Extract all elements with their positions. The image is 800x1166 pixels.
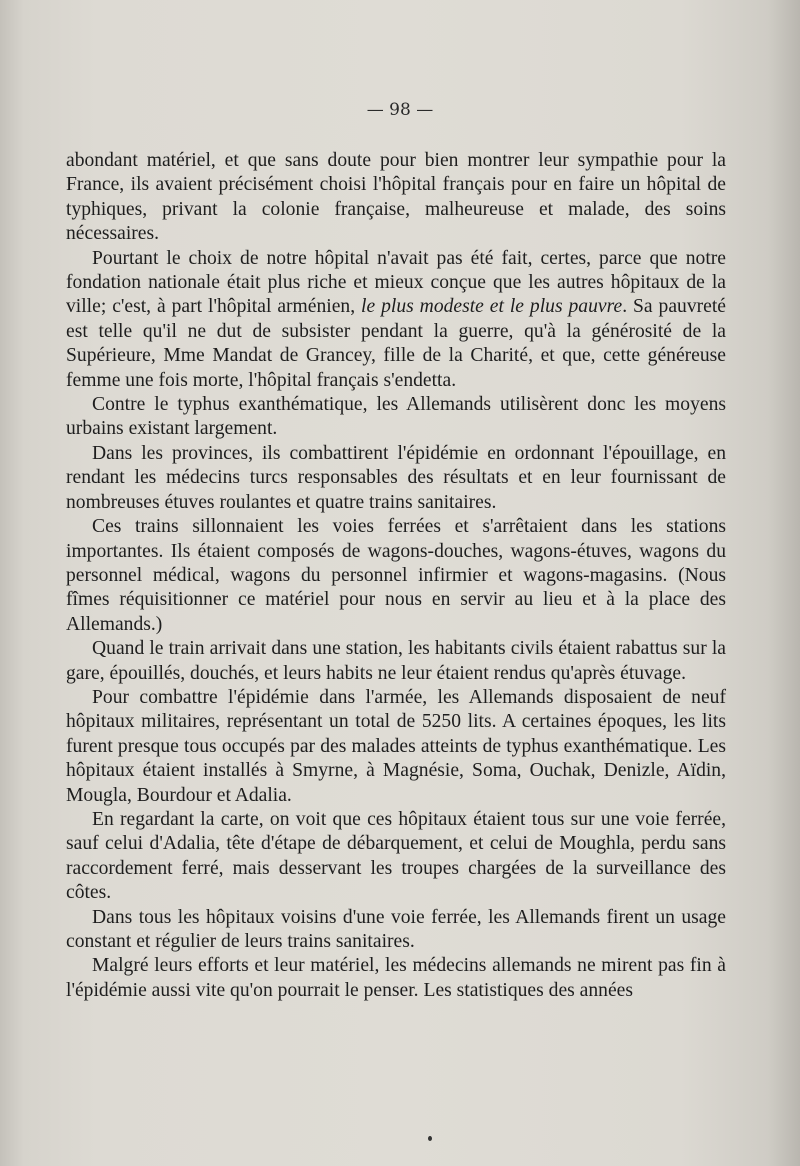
paragraph-9: Dans tous les hôpitaux voisins d'une voie ferrée, les Allemands firent un usage constant et régulier de leurs trains sanitaires.	[66, 906, 726, 952]
ink-speck	[428, 1136, 432, 1141]
body-text	[66, 149, 726, 1003]
paragraph-2-text-end: . Sa pauvreté est telle qu'il ne dut de subsister pendant la guerre, qu'à la générosité de la Supérieure, Mme Mandat de Grancey, fille de la Charité, et que, cette généreuse femme une fois morte, l'hôpital français s'endetta.	[66, 296, 726, 391]
page-number: — 98 —	[366, 100, 434, 120]
paragraph-8: En regardant la carte, on voit que ces hôpitaux étaient tous sur une voie ferrée, sauf celui d'Adalia, tête d'étape de débarquement, et celui de Moughla, perdu sans raccordement ferré, mais desservant les troupes chargées de la surveillance des côtes.	[66, 808, 726, 904]
paragraph-4: Dans les provinces, ils combattirent l'épidémie en ordonnant l'épouillage, en rendant les médecins turcs responsables des résultats et en leur fournissant de nombreuses étuves roulantes et quatre trains sanitaires.	[66, 442, 726, 513]
paragraph-7: Pour combattre l'épidémie dans l'armée, les Allemands disposaient de neuf hôpitaux militaires, représentant un total de 5250 lits. A certaines époques, les lits furent presque tous occupés par des malades atteints de typhus exanthématique. Les hôpitaux étaient installés à Smyrne, à Magnésie, Soma, Ouchak, Denizle, Aïdin, Mougla, Bourdour et Adalia.	[66, 686, 726, 806]
paragraph-2	[66, 247, 726, 393]
paragraph-2-text-start: Pourtant le choix de notre hôpital n'avait pas été fait, certes, parce que notre fondation nationale était plus riche et mieux conçue que les autres hôpitaux de la ville; c'est, à part l'hôpital arménien,	[66, 247, 726, 318]
paragraph-10: Malgré leurs efforts et leur matériel, les médecins allemands ne mirent pas fin à l'épidémie aussi vite qu'on pourrait le penser. Les statistiques des années	[66, 955, 726, 1001]
paragraph-5: Ces trains sillonnaient les voies ferrées et s'arrêtaient dans les stations importantes. Ils étaient composés de wagons-douches, wagons-étuves, wagons du personnel médical, wagons du personnel infirmier et wagons-magasins. (Nous fîmes réquisitionner ce matériel pour nous en servir au lieu et à la place des Allemands.)	[66, 516, 726, 635]
paragraph-6: Quand le train arrivait dans une station, les habitants civils étaient rabattus sur la gare, épouillés, douchés, et leurs habits ne leur étaient rendus qu'après étuvage.	[66, 638, 726, 684]
paragraph-2-italic-phrase: le plus modeste et le plus pauvre	[361, 296, 623, 318]
paragraph-3: Contre le typhus exanthématique, les Allemands utilisèrent donc les moyens urbains existant largement.	[66, 394, 726, 440]
paragraph-1: abondant matériel, et que sans doute pour bien montrer leur sympathie pour la France, ils avaient précisément choisi l'hôpital français pour en faire un hôpital de typhiques, privant la colonie française, malheureuse et malade, des soins nécessaires.	[66, 150, 726, 245]
